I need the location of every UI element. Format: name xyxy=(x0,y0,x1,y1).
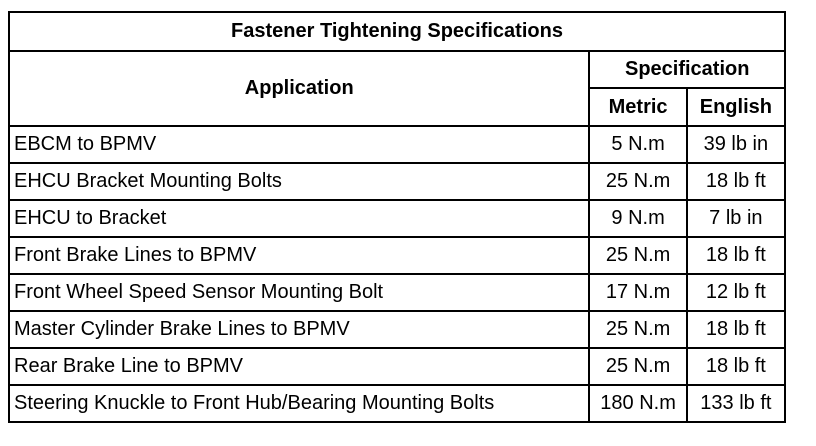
application-cell: Steering Knuckle to Front Hub/Bearing Mounting Bolts xyxy=(9,385,589,422)
english-cell: 18 lb ft xyxy=(687,237,785,274)
metric-cell: 25 N.m xyxy=(589,163,686,200)
english-header: English xyxy=(687,88,785,126)
english-cell: 18 lb ft xyxy=(687,311,785,348)
metric-cell: 25 N.m xyxy=(589,348,686,385)
application-cell: Front Brake Lines to BPMV xyxy=(9,237,589,274)
table-title: Fastener Tightening Specifications xyxy=(9,12,785,51)
application-header: Application xyxy=(9,51,589,126)
title-row xyxy=(9,12,785,51)
metric-cell: 17 N.m xyxy=(589,274,686,311)
table-row xyxy=(9,348,785,385)
table-row xyxy=(9,163,785,200)
table-row xyxy=(9,200,785,237)
table-row xyxy=(9,385,785,422)
application-cell: Master Cylinder Brake Lines to BPMV xyxy=(9,311,589,348)
table-row xyxy=(9,274,785,311)
table-row xyxy=(9,237,785,274)
metric-cell: 25 N.m xyxy=(589,237,686,274)
metric-header: Metric xyxy=(589,88,686,126)
fastener-spec-table xyxy=(8,11,786,423)
application-cell: Front Wheel Speed Sensor Mounting Bolt xyxy=(9,274,589,311)
english-cell: 39 lb in xyxy=(687,126,785,163)
metric-cell: 9 N.m xyxy=(589,200,686,237)
specification-header: Specification xyxy=(589,51,785,88)
english-cell: 18 lb ft xyxy=(687,348,785,385)
table-row xyxy=(9,311,785,348)
english-cell: 18 lb ft xyxy=(687,163,785,200)
english-cell: 12 lb ft xyxy=(687,274,785,311)
english-cell: 7 lb in xyxy=(687,200,785,237)
table-row xyxy=(9,126,785,163)
metric-cell: 25 N.m xyxy=(589,311,686,348)
metric-cell: 5 N.m xyxy=(589,126,686,163)
metric-cell: 180 N.m xyxy=(589,385,686,422)
english-cell: 133 lb ft xyxy=(687,385,785,422)
application-cell: EHCU Bracket Mounting Bolts xyxy=(9,163,589,200)
header-row xyxy=(9,51,785,88)
application-cell: EHCU to Bracket xyxy=(9,200,589,237)
application-cell: EBCM to BPMV xyxy=(9,126,589,163)
application-cell: Rear Brake Line to BPMV xyxy=(9,348,589,385)
